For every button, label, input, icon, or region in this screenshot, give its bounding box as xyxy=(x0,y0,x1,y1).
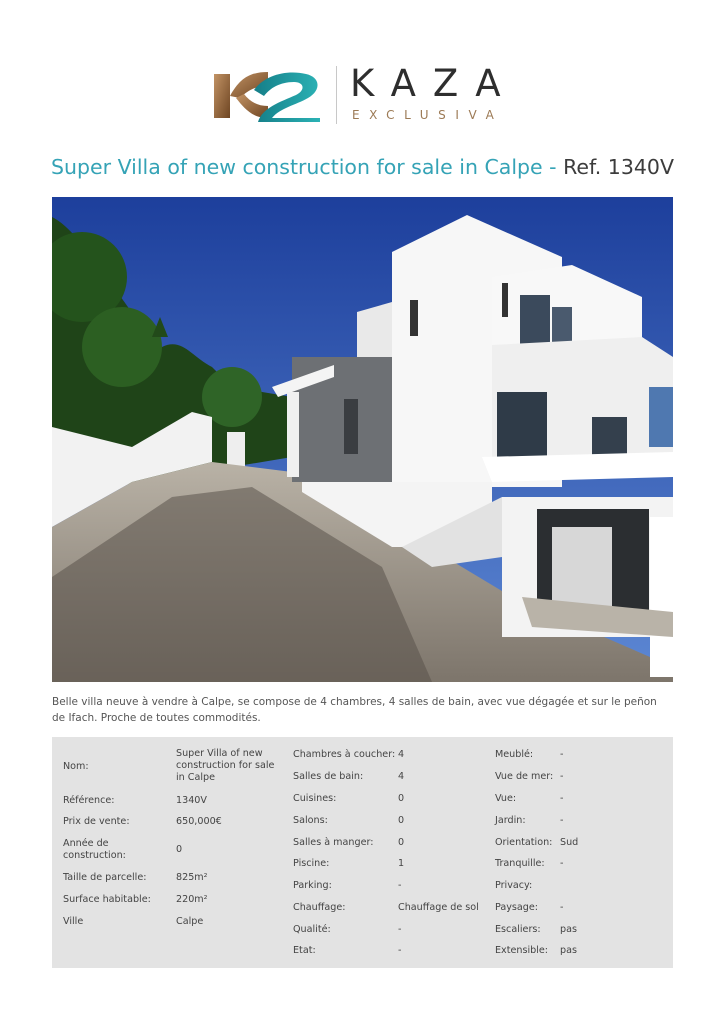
detail-value-pool: 1 xyxy=(398,858,405,869)
detail-value-extensible: pas xyxy=(560,945,577,956)
detail-label-name: Nom: xyxy=(63,761,89,772)
detail-label-pool: Piscine: xyxy=(293,858,330,869)
detail-label-quality: Qualité: xyxy=(293,924,331,935)
detail-label-living-area: Surface habitable: xyxy=(63,894,151,905)
brand-name: KAZA xyxy=(350,62,518,105)
detail-value-garden: - xyxy=(560,815,564,826)
detail-value-orientation: Sud xyxy=(560,837,579,848)
detail-label-plot-size: Taille de parcelle: xyxy=(63,872,147,883)
detail-value-quiet: - xyxy=(560,858,564,869)
detail-label-orientation: Orientation: xyxy=(495,837,553,848)
detail-label-extensible: Extensible: xyxy=(495,945,549,956)
detail-value-view: - xyxy=(560,793,564,804)
detail-value-sea-view: - xyxy=(560,771,564,782)
detail-label-view: Vue: xyxy=(495,793,517,804)
detail-value-quality: - xyxy=(398,924,402,935)
brand-logo xyxy=(210,64,520,126)
detail-value-dining-rooms: 0 xyxy=(398,837,405,848)
detail-value-year: 0 xyxy=(176,844,183,855)
detail-label-stairs: Escaliers: xyxy=(495,924,541,935)
detail-value-landscape: - xyxy=(560,902,564,913)
detail-label-quiet: Tranquille: xyxy=(495,858,545,869)
logo-divider xyxy=(336,66,337,124)
detail-value-stairs: pas xyxy=(560,924,577,935)
detail-value-name: Super Villa of new construction for sale in Calpe xyxy=(176,748,275,783)
property-details-table xyxy=(52,737,673,968)
detail-label-furnished: Meublé: xyxy=(495,749,534,760)
detail-label-sea-view: Vue de mer: xyxy=(495,771,554,782)
brand-tagline: EXCLUSIVA xyxy=(352,108,504,122)
kaza-logo-mark-icon xyxy=(210,68,325,124)
detail-value-living-area: 220m² xyxy=(176,894,208,905)
property-photo xyxy=(52,197,673,682)
detail-value-condition: - xyxy=(398,945,402,956)
detail-label-price: Prix de vente: xyxy=(63,816,130,827)
detail-value-furnished: - xyxy=(560,749,564,760)
page-title xyxy=(0,155,725,179)
detail-label-kitchens: Cuisines: xyxy=(293,793,337,804)
detail-value-kitchens: 0 xyxy=(398,793,405,804)
detail-value-parking: - xyxy=(398,880,402,891)
detail-value-reference: 1340V xyxy=(176,795,207,806)
detail-value-city: Calpe xyxy=(176,916,204,927)
detail-value-living-rooms: 0 xyxy=(398,815,405,826)
detail-label-year: Année de construction: xyxy=(63,838,126,861)
title-separator: - xyxy=(542,155,564,179)
detail-label-bedrooms: Chambres à coucher: xyxy=(293,749,396,760)
detail-value-bathrooms: 4 xyxy=(398,771,405,782)
detail-label-privacy: Privacy: xyxy=(495,880,533,891)
detail-label-city: Ville xyxy=(63,916,84,927)
detail-label-garden: Jardin: xyxy=(495,815,526,826)
property-description: Belle villa neuve à vendre à Calpe, se compose de 4 chambres, 4 salles de bain, avec vue dégagée et sur le peñon de Ifach. Proche de toutes commodités. xyxy=(52,696,657,724)
title-main: Super Villa of new construction for sale in Calpe xyxy=(51,155,543,179)
detail-label-landscape: Paysage: xyxy=(495,902,539,913)
detail-label-condition: Etat: xyxy=(293,945,316,956)
detail-value-heating: Chauffage de sol xyxy=(398,902,479,913)
detail-label-reference: Référence: xyxy=(63,795,115,806)
property-photo-image xyxy=(52,197,673,682)
detail-label-bathrooms: Salles de bain: xyxy=(293,771,364,782)
detail-label-living-rooms: Salons: xyxy=(293,815,328,826)
detail-label-parking: Parking: xyxy=(293,880,332,891)
detail-value-bedrooms: 4 xyxy=(398,749,405,760)
detail-label-dining-rooms: Salles à manger: xyxy=(293,837,374,848)
detail-value-price: 650,000€ xyxy=(176,816,222,827)
detail-value-plot-size: 825m² xyxy=(176,872,208,883)
detail-label-heating: Chauffage: xyxy=(293,902,346,913)
title-reference: Ref. 1340V xyxy=(563,155,674,179)
